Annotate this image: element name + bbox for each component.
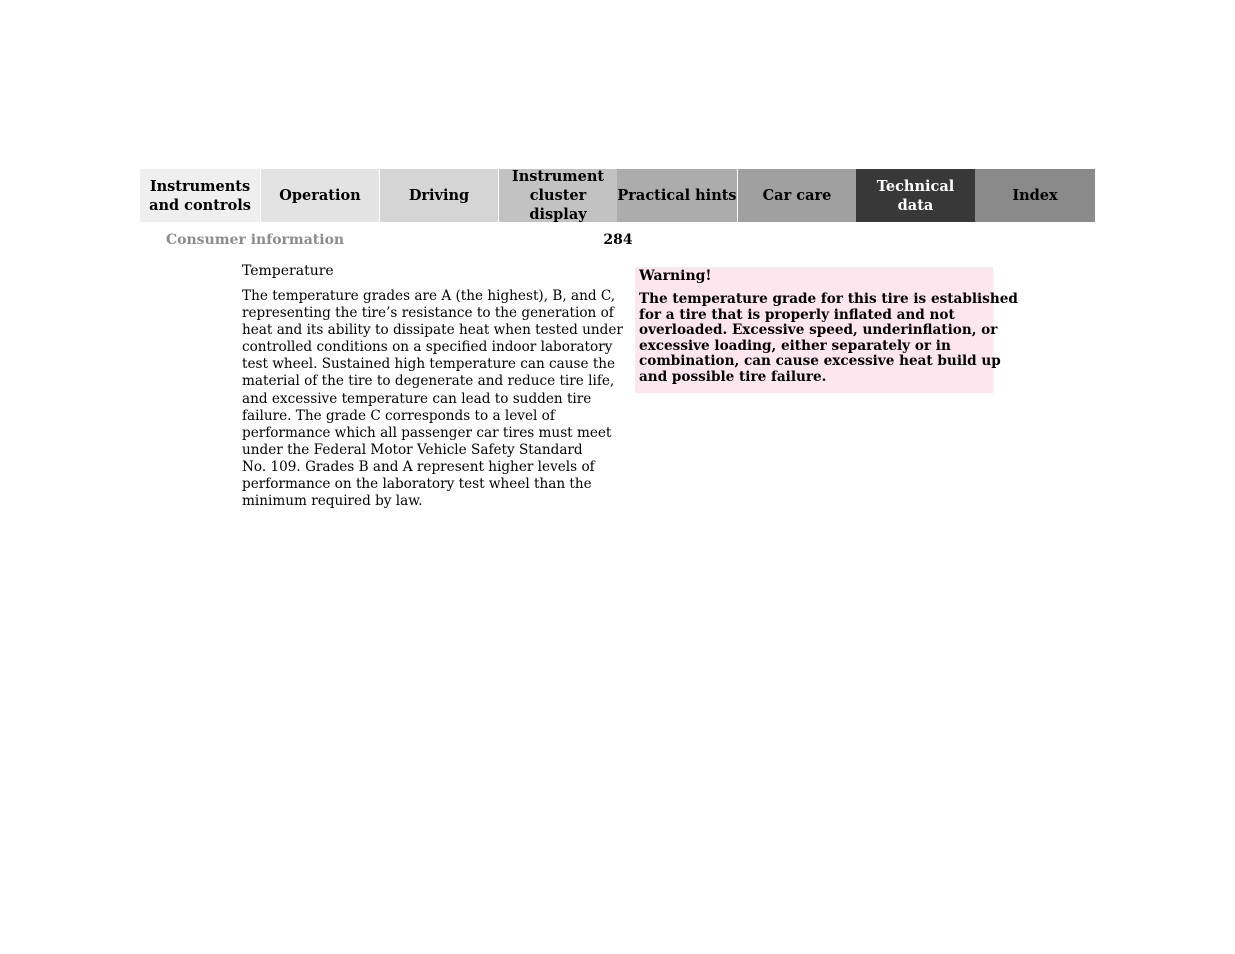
body-line: heat and its ability to dissipate heat when tested under: [242, 322, 623, 339]
tab-operation[interactable]: Operation: [260, 169, 379, 222]
section-title: Consumer information: [166, 232, 345, 248]
subheading-temperature: Temperature: [242, 263, 334, 279]
body-line: test wheel. Sustained high temperature can cause the: [242, 356, 616, 373]
warning-line: overloaded. Excessive speed, underinflation, or: [639, 322, 998, 339]
warning-line: The temperature grade for this tire is established: [639, 291, 1018, 307]
body-line: controlled conditions on a specified indoor laboratory: [242, 339, 613, 356]
body-line: performance which all passenger car tires must meet: [242, 424, 612, 441]
tab-driving[interactable]: Driving: [379, 169, 498, 222]
warning-line: and possible tire failure.: [639, 368, 827, 385]
body-line: representing the tire’s resistance to the generation of: [242, 305, 614, 322]
warning-line: combination, can cause excessive heat build up: [639, 353, 1001, 370]
tab-practical-hints[interactable]: Practical hints: [617, 169, 737, 222]
body-line: minimum required by law.: [242, 493, 423, 510]
tab-car-care[interactable]: Car care: [737, 169, 856, 222]
body-line: material of the tire to degenerate and reduce tire life,: [242, 373, 615, 390]
warning-line: excessive loading, either separately or in: [639, 337, 951, 354]
page-number: 284: [603, 232, 633, 248]
temperature-body-text: [242, 288, 623, 510]
body-line: performance on the laboratory test wheel than the: [242, 476, 592, 493]
warning-title: Warning!: [639, 268, 712, 284]
chapter-navigation: [140, 169, 1095, 222]
tab-technical-data[interactable]: Technical data: [856, 169, 975, 222]
body-line: No. 109. Grades B and A represent higher levels of: [242, 458, 595, 475]
body-line: and excessive temperature can lead to sudden tire: [242, 390, 592, 407]
warning-text: [639, 291, 1018, 386]
warning-box: [635, 267, 1018, 393]
tab-instrument-cluster-display[interactable]: Instrument cluster display: [498, 169, 617, 222]
body-line: failure. The grade C corresponds to a level of: [242, 407, 555, 424]
body-line: under the Federal Motor Vehicle Safety Standard: [242, 441, 583, 458]
warning-line: for a tire that is properly inflated and not: [639, 306, 955, 323]
tab-instruments-and-controls[interactable]: Instruments and controls: [140, 169, 260, 222]
tab-index[interactable]: Index: [975, 169, 1095, 222]
body-line: The temperature grades are A (the highest), B, and C,: [242, 288, 616, 304]
